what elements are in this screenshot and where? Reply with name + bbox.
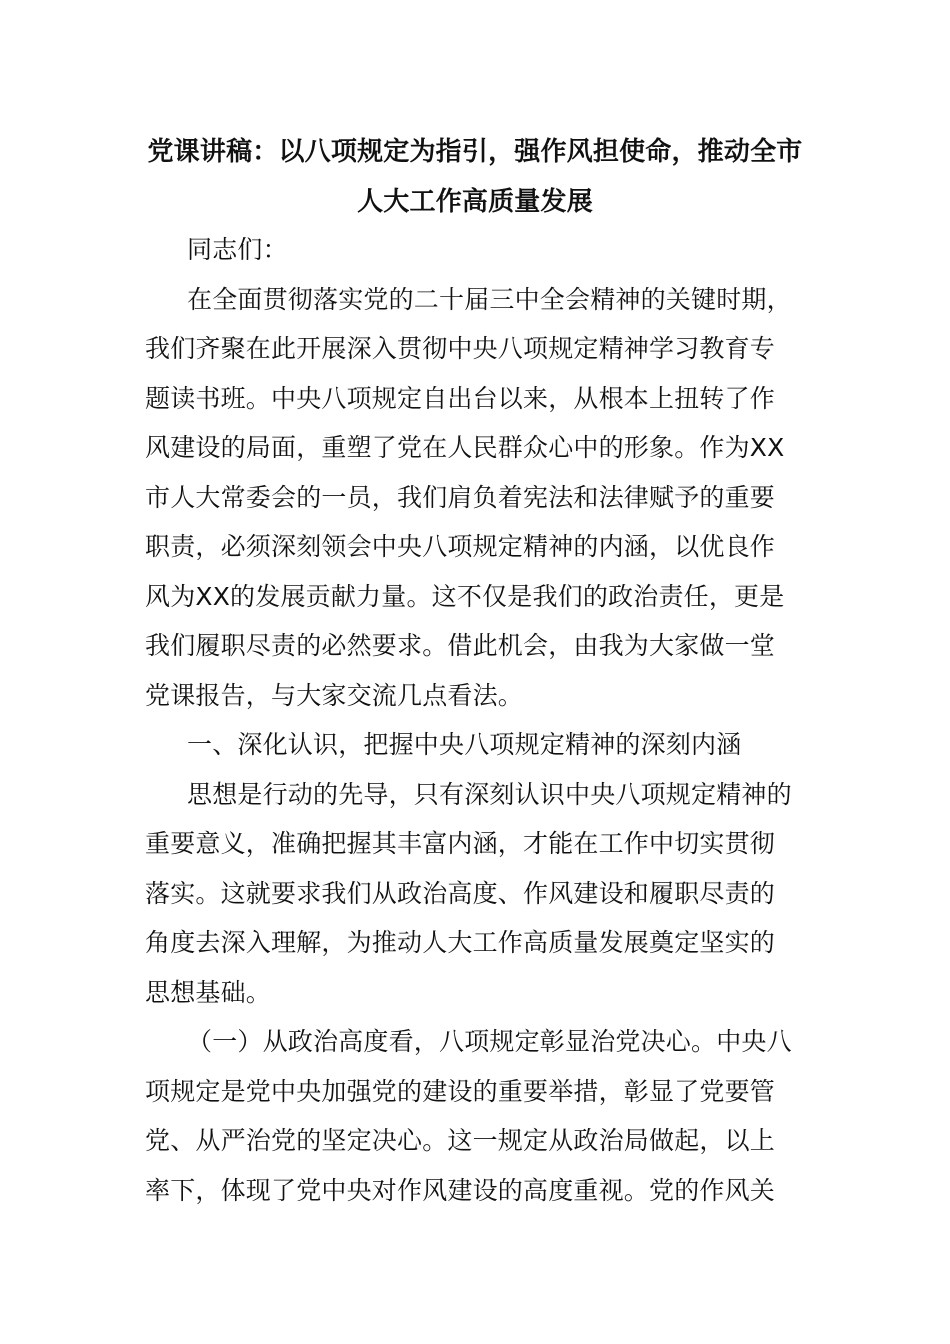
paragraph-line: 思想基础。	[145, 977, 272, 1007]
title-line-1: 党课讲稿：以八项规定为指引，强作风担使命，推动全市	[147, 137, 803, 167]
paragraph-line: 角度去深入理解，为推动人大工作高质量发展奠定坚实的	[145, 928, 776, 957]
paragraph-line: 重要意义，准确把握其丰富内涵，才能在工作中切实贯彻	[145, 829, 776, 858]
document-title	[140, 127, 810, 226]
paragraph-line: 市人大常委会的一员，我们肩负着宪法和法律赋予的重要	[145, 482, 776, 512]
section-heading-line: 一、深化认识，把握中央八项规定精神的深刻内涵	[187, 730, 742, 759]
paragraph-line: 项规定是党中央加强党的建设的重要举措，彰显了党要管	[145, 1076, 776, 1106]
paragraph-line: （一）从政治高度看，八项规定彰显治党决心。中央八	[187, 1027, 792, 1056]
paragraph-line: 党、从严治党的坚定决心。这一规定从政治局做起，以上	[145, 1126, 776, 1155]
paragraph-line: 党课报告，与大家交流几点看法。	[145, 680, 524, 710]
paragraph-line: 题读书班。中央八项规定自出台以来，从根本上扭转了作	[145, 383, 776, 413]
document-body	[145, 225, 805, 1215]
paragraph-line: 我们齐聚在此开展深入贯彻中央八项规定精神学习教育专	[145, 334, 776, 363]
paragraph-line: 职责，必须深刻领会中央八项规定精神的内涵，以优良作	[145, 532, 776, 561]
paragraph-line: 率下，体现了党中央对作风建设的高度重视。党的作风关	[145, 1175, 776, 1205]
paragraph-line: 思想是行动的先导，只有深刻认识中央八项规定精神的	[187, 779, 792, 809]
section-heading-1	[145, 720, 805, 770]
paragraph-line: 风为XX的发展贡献力量。这不仅是我们的政治责任，更是	[145, 581, 785, 611]
paragraph-line: 风建设的局面，重塑了党在人民群众心中的形象。作为XX	[145, 433, 785, 462]
paragraph-line: 我们履职尽责的必然要求。借此机会，由我为大家做一堂	[145, 631, 776, 660]
paragraph-line: 落实。这就要求我们从政治高度、作风建设和履职尽责的	[145, 878, 776, 908]
paragraph-political	[145, 1017, 805, 1215]
salutation: 同志们：	[187, 235, 288, 264]
paragraph-thought	[145, 770, 805, 1018]
paragraph-line: 在全面贯彻落实党的二十届三中全会精神的关键时期，	[187, 284, 792, 314]
title-line-2: 人大工作高质量发展	[357, 186, 593, 217]
paragraph-intro	[145, 275, 805, 721]
